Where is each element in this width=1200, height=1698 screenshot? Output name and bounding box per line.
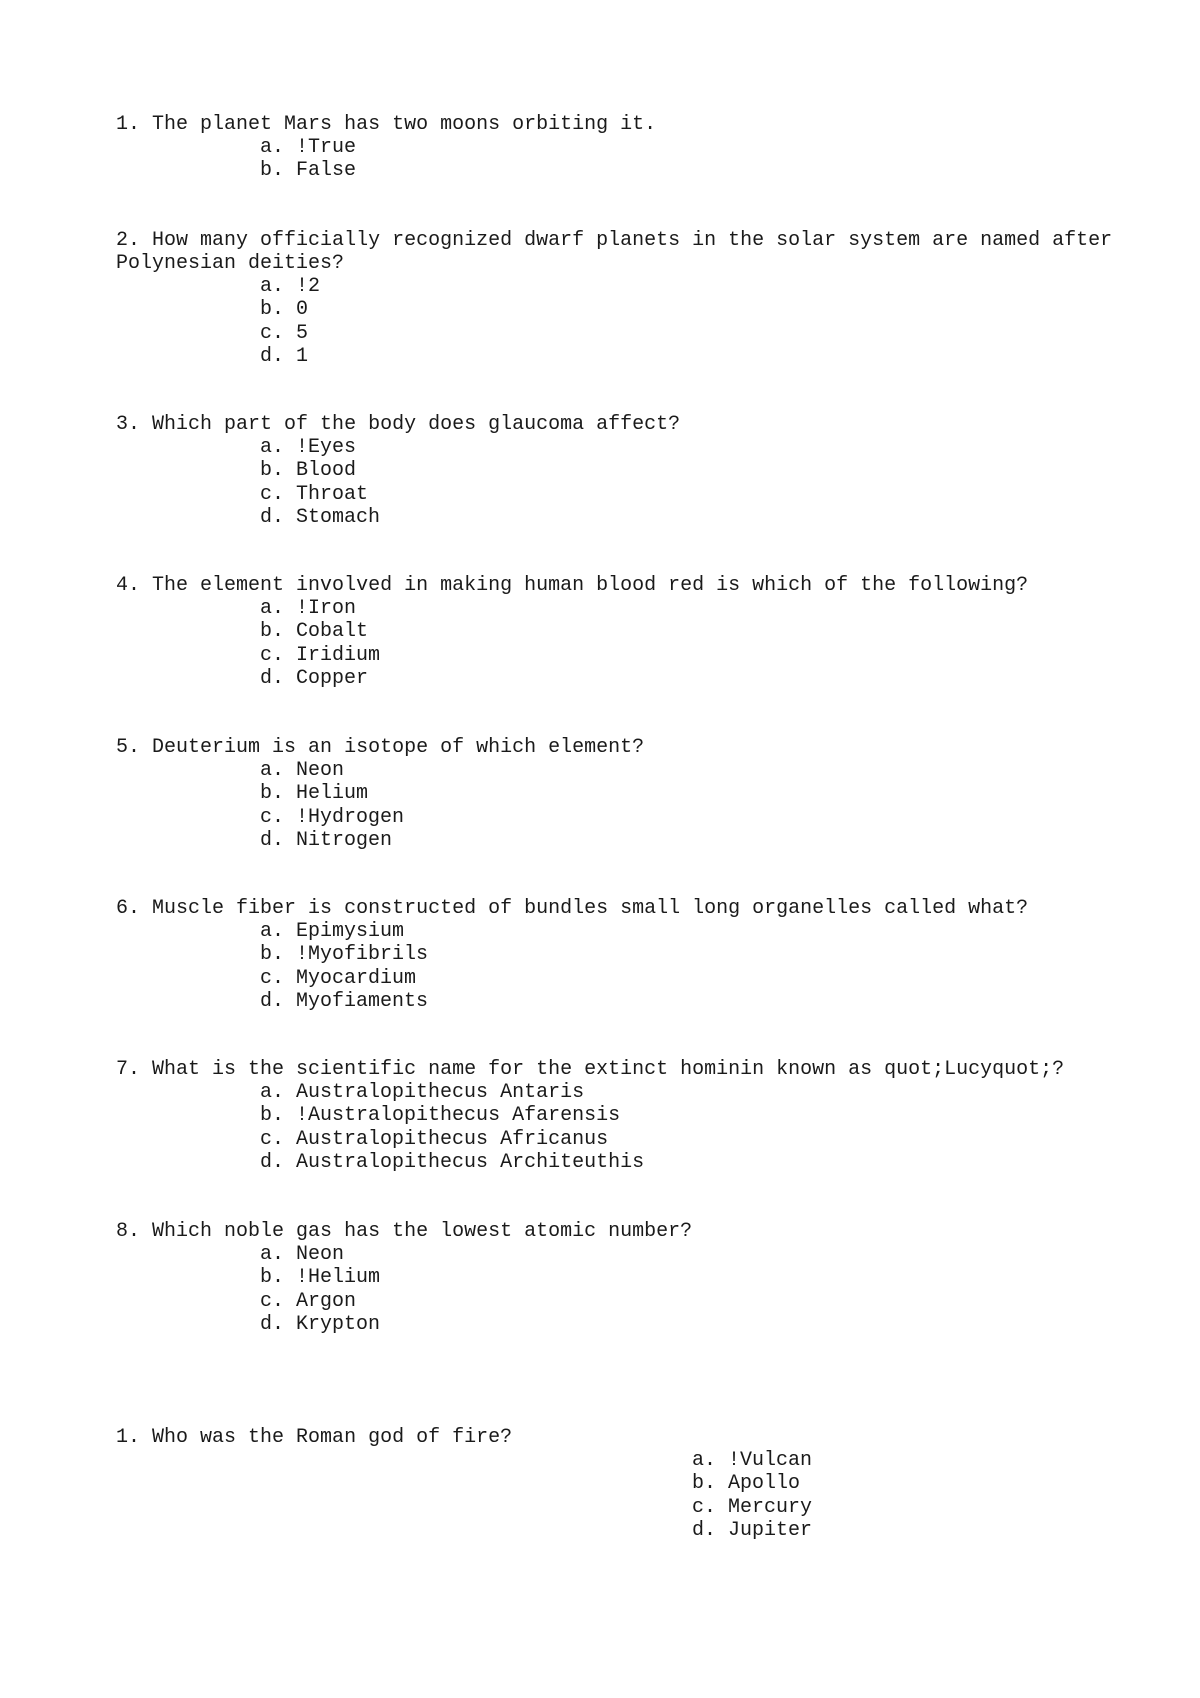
option-text: !Vulcan <box>728 1449 813 1472</box>
question-prompt: Which noble gas has the lowest atomic number? <box>152 1220 693 1243</box>
option-a <box>692 1449 1116 1472</box>
option-b <box>260 159 1116 182</box>
option-text: Epimysium <box>296 920 405 943</box>
option-letter: c. <box>260 321 285 345</box>
option-text: Copper <box>296 666 369 690</box>
option-text: Jupiter <box>728 1518 813 1542</box>
option-text: Throat <box>296 482 369 506</box>
question-9 <box>116 1426 1116 1542</box>
option-c <box>260 644 1116 667</box>
option-letter: c. <box>260 1289 285 1313</box>
option-text: False <box>296 159 357 183</box>
question-8 <box>116 1220 1116 1336</box>
option-b <box>260 459 1116 482</box>
option-c <box>260 806 1116 829</box>
option-text: Myofiaments <box>296 989 429 1013</box>
option-letter: b. <box>260 298 285 322</box>
question-number: 8. <box>116 1220 141 1243</box>
option-text: 1 <box>296 344 309 368</box>
option-c <box>260 322 1116 345</box>
question-1 <box>116 113 1116 183</box>
option-letter: a. <box>260 136 285 159</box>
option-b <box>260 620 1116 643</box>
question-5 <box>116 736 1116 852</box>
option-text: !Australopithecus Afarensis <box>296 1104 621 1128</box>
question-number: 2. <box>116 229 141 252</box>
option-d <box>260 345 1116 368</box>
option-letter: a. <box>260 275 285 298</box>
option-letter: a. <box>260 759 285 782</box>
option-d <box>260 829 1116 852</box>
option-a <box>260 759 1116 782</box>
option-letter: d. <box>260 828 285 852</box>
option-text: Myocardium <box>296 966 417 990</box>
option-letter: a. <box>692 1449 717 1472</box>
option-letter: a. <box>260 597 285 620</box>
option-letter: d. <box>260 989 285 1013</box>
option-d <box>260 667 1116 690</box>
option-text: Mercury <box>728 1495 813 1519</box>
question-prompt: What is the scientific name for the extinct hominin known as quot;Lucyquot;? <box>152 1058 1065 1081</box>
option-letter: b. <box>260 159 285 183</box>
option-c <box>260 1290 1116 1313</box>
question-2 <box>116 229 1125 368</box>
option-text: Iridium <box>296 643 381 667</box>
option-c <box>260 483 1116 506</box>
option-d <box>692 1519 1116 1542</box>
option-c <box>692 1496 1116 1519</box>
option-a <box>260 1243 1116 1266</box>
option-letter: d. <box>260 666 285 690</box>
question-text <box>116 574 1116 597</box>
question-4 <box>116 574 1116 690</box>
option-text: Cobalt <box>296 620 369 644</box>
option-letter: d. <box>260 1150 285 1174</box>
option-letter: b. <box>260 943 285 967</box>
option-letter: d. <box>260 505 285 529</box>
option-text: Helium <box>296 782 369 806</box>
option-letter: c. <box>692 1495 717 1519</box>
question-number: 1. <box>116 1426 141 1449</box>
option-letter: c. <box>260 482 285 506</box>
question-number: 1. <box>116 113 141 136</box>
question-6 <box>116 897 1116 1013</box>
option-text: Argon <box>296 1289 357 1313</box>
question-prompt: The planet Mars has two moons orbiting it. <box>152 113 657 136</box>
option-d <box>260 1151 1116 1174</box>
option-text: 5 <box>296 321 309 345</box>
option-text: 0 <box>296 298 309 322</box>
question-number: 3. <box>116 413 141 436</box>
question-prompt: How many officially recognized dwarf planets in the solar system are named after Polynesian deities? <box>116 229 1125 275</box>
question-prompt: Who was the Roman god of fire? <box>152 1426 513 1449</box>
option-a <box>260 597 1116 620</box>
option-a <box>260 275 1116 298</box>
option-a <box>260 1081 1116 1104</box>
option-text: Stomach <box>296 505 381 529</box>
question-text <box>116 1426 1116 1449</box>
option-list <box>116 1243 1116 1336</box>
option-text: Krypton <box>296 1312 381 1336</box>
option-b <box>692 1472 1116 1495</box>
option-list <box>116 1449 1116 1542</box>
question-7 <box>116 1058 1116 1174</box>
option-text: !Helium <box>296 1266 381 1290</box>
question-text <box>116 1220 1116 1243</box>
option-text: Neon <box>296 759 345 782</box>
option-b <box>260 1104 1116 1127</box>
option-text: !True <box>296 136 357 159</box>
option-list <box>116 436 1116 529</box>
option-text: !Hydrogen <box>296 805 405 829</box>
option-letter: d. <box>692 1518 717 1542</box>
option-list <box>116 275 1116 368</box>
question-text <box>116 1058 1116 1081</box>
option-text: Neon <box>296 1243 345 1266</box>
option-text: !Myofibrils <box>296 943 429 967</box>
option-text: Blood <box>296 459 357 483</box>
question-text <box>116 413 1116 436</box>
option-letter: c. <box>260 966 285 990</box>
option-letter: d. <box>260 344 285 368</box>
option-b <box>260 1266 1116 1289</box>
option-b <box>260 782 1116 805</box>
option-text: !Iron <box>296 597 357 620</box>
option-letter: b. <box>260 782 285 806</box>
question-number: 5. <box>116 736 141 759</box>
option-letter: b. <box>260 459 285 483</box>
question-text <box>116 229 1125 275</box>
option-letter: b. <box>260 620 285 644</box>
question-text <box>116 736 1116 759</box>
option-d <box>260 506 1116 529</box>
option-list <box>116 597 1116 690</box>
question-prompt: The element involved in making human blood red is which of the following? <box>152 574 1029 597</box>
question-number: 4. <box>116 574 141 597</box>
option-letter: a. <box>260 1081 285 1104</box>
option-list <box>116 759 1116 852</box>
option-d <box>260 990 1116 1013</box>
option-list <box>116 920 1116 1013</box>
question-text <box>116 113 1116 136</box>
option-list <box>116 136 1116 183</box>
question-3 <box>116 413 1116 529</box>
question-prompt: Which part of the body does glaucoma affect? <box>152 413 681 436</box>
option-letter: c. <box>260 1127 285 1151</box>
option-text: Australopithecus Antaris <box>296 1081 585 1104</box>
option-letter: a. <box>260 436 285 459</box>
option-text: !2 <box>296 275 321 298</box>
question-prompt: Muscle fiber is constructed of bundles small long organelles called what? <box>152 897 1029 920</box>
option-letter: b. <box>260 1266 285 1290</box>
option-letter: c. <box>260 643 285 667</box>
option-a <box>260 136 1116 159</box>
option-letter: a. <box>260 1243 285 1266</box>
option-text: Apollo <box>728 1472 801 1496</box>
question-text <box>116 897 1116 920</box>
option-text: !Eyes <box>296 436 357 459</box>
option-letter: d. <box>260 1312 285 1336</box>
option-list <box>116 1081 1116 1174</box>
option-c <box>260 1128 1116 1151</box>
option-d <box>260 1313 1116 1336</box>
question-prompt: Deuterium is an isotope of which element? <box>152 736 645 759</box>
question-number: 7. <box>116 1058 141 1081</box>
option-letter: b. <box>692 1472 717 1496</box>
option-letter: a. <box>260 920 285 943</box>
option-a <box>260 436 1116 459</box>
option-text: Nitrogen <box>296 828 393 852</box>
option-a <box>260 920 1116 943</box>
option-text: Australopithecus Africanus <box>296 1127 609 1151</box>
option-letter: c. <box>260 805 285 829</box>
option-letter: b. <box>260 1104 285 1128</box>
option-b <box>260 943 1116 966</box>
question-number: 6. <box>116 897 141 920</box>
option-c <box>260 967 1116 990</box>
option-b <box>260 298 1116 321</box>
option-text: Australopithecus Architeuthis <box>296 1150 645 1174</box>
